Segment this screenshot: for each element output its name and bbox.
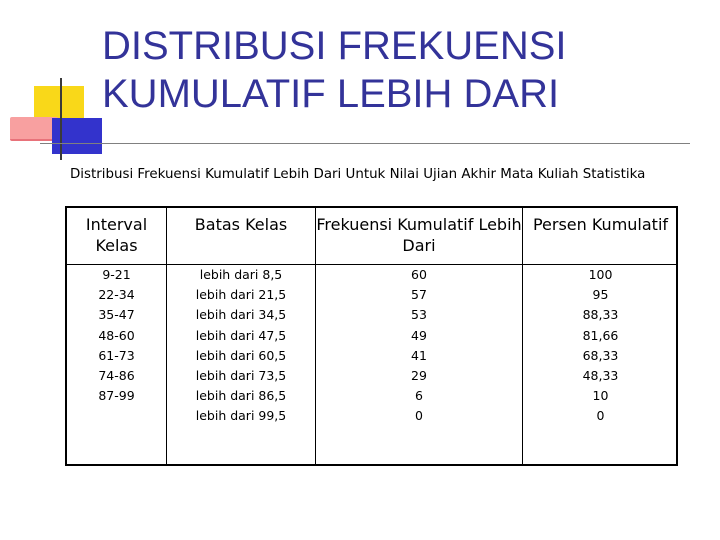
decor-red-bar [10, 117, 58, 141]
cell-persen: 81,66 [582, 327, 619, 343]
cell-interval: 87-99 [98, 388, 135, 404]
cell-batas: lebih dari 73,5 [195, 367, 287, 383]
cell-interval: 22-34 [98, 287, 135, 303]
decor-horizontal-line [40, 143, 690, 144]
cell-batas: lebih dari 21,5 [195, 287, 287, 303]
cell-persen: 88,33 [582, 307, 619, 323]
cell-frekuensi: 53 [411, 307, 427, 323]
cell-persen: 95 [592, 287, 609, 303]
column-batas [167, 265, 315, 427]
cell-batas: lebih dari 34,5 [195, 307, 287, 323]
cell-batas: lebih dari 47,5 [195, 327, 287, 343]
cell-frekuensi: 41 [411, 347, 427, 363]
cell-persen: 0 [596, 408, 605, 424]
cell-interval: 9-21 [102, 267, 131, 282]
cell-interval: 35-47 [98, 307, 135, 323]
cell-frekuensi: 0 [415, 408, 423, 424]
cell-batas: lebih dari 99,5 [195, 408, 287, 424]
column-persen [523, 265, 678, 427]
column-interval [67, 265, 166, 406]
frequency-table [65, 206, 678, 466]
cell-persen: 68,33 [582, 347, 619, 363]
cell-frekuensi: 49 [411, 327, 427, 343]
header-batas-kelas: Batas Kelas [194, 215, 288, 234]
header-interval-kelas: Interval Kelas [85, 215, 148, 255]
cell-frekuensi: 29 [411, 367, 427, 383]
cell-batas: lebih dari 86,5 [195, 388, 287, 404]
decor-vertical-line [60, 78, 62, 160]
cell-batas: lebih dari 60,5 [195, 347, 287, 363]
header-persen-kumulatif: Persen Kumulatif [532, 215, 669, 234]
cell-persen: 10 [592, 388, 609, 404]
cell-interval: 74-86 [98, 367, 135, 383]
slide-subtitle: Distribusi Frekuensi Kumulatif Lebih Dari Untuk Nilai Ujian Akhir Mata Kuliah Statistika [70, 167, 646, 182]
cell-batas: lebih dari 8,5 [199, 267, 283, 282]
column-frekuensi [316, 265, 522, 427]
cell-frekuensi: 6 [415, 388, 423, 404]
slide-title: DISTRIBUSI FREKUENSI KUMULATIF LEBIH DARI [102, 24, 567, 116]
cell-interval: 48-60 [98, 327, 135, 343]
cell-frekuensi: 57 [411, 287, 427, 303]
cell-interval: 61-73 [98, 347, 135, 363]
header-frekuensi-kumulatif: Frekuensi Kumulatif Lebih Dari [316, 215, 522, 255]
cell-persen: 48,33 [582, 367, 619, 383]
cell-frekuensi: 60 [411, 267, 427, 282]
cell-persen: 100 [588, 267, 613, 282]
